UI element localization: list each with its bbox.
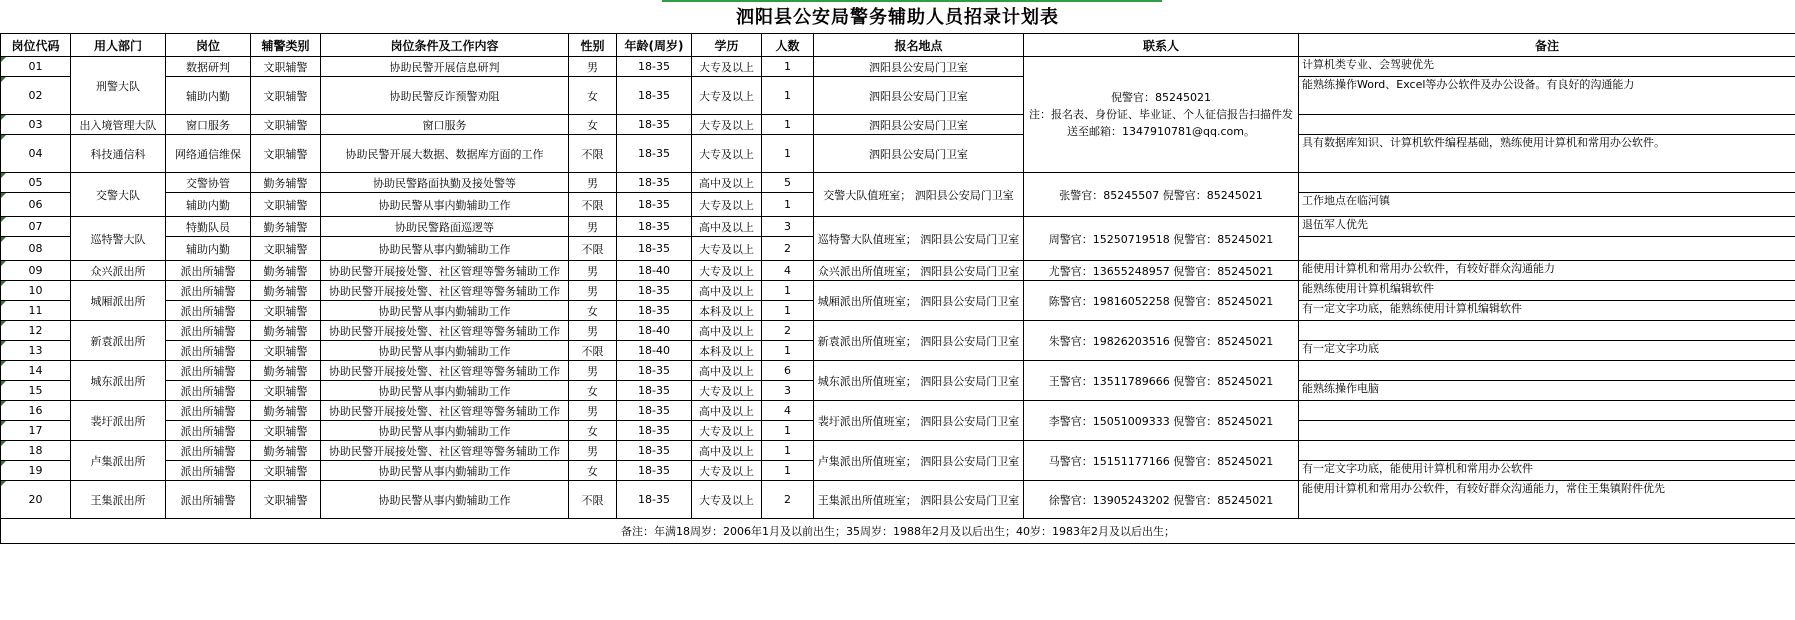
top-edge <box>0 0 1795 3</box>
category-cell[interactable]: 文职辅警 <box>251 461 321 481</box>
position-cell[interactable]: 派出所辅警 <box>166 341 251 361</box>
department-cell[interactable]: 裴圩派出所 <box>71 401 166 441</box>
contact-main-note: 注：报名表、身份证、毕业证、个人征信报告扫描件发送至邮箱：1347910781@qq.com。 <box>1029 108 1293 138</box>
age-cell[interactable]: 18-35 <box>617 481 692 519</box>
category-cell[interactable]: 文职辅警 <box>251 481 321 519</box>
position-cell[interactable]: 派出所辅警 <box>166 381 251 401</box>
education-cell[interactable]: 大专及以上 <box>692 77 762 115</box>
code-cell[interactable]: 19 <box>1 461 71 481</box>
age-cell[interactable]: 18-35 <box>617 381 692 401</box>
gender-cell[interactable]: 女 <box>569 301 617 321</box>
contact-cell[interactable]: 马警官：15151177166 倪警官：85245021 <box>1024 441 1299 481</box>
gender-cell[interactable]: 男 <box>569 441 617 461</box>
gender-cell[interactable]: 男 <box>569 217 617 237</box>
table-row <box>1 321 1795 341</box>
note-cell[interactable]: 具有数据库知识、计算机软件编程基础，熟练使用计算机和常用办公软件。 <box>1299 135 1795 173</box>
duty-cell[interactable]: 协助民警从事内勤辅助工作 <box>321 341 569 361</box>
place-cell[interactable]: 泗阳县公安局门卫室 <box>814 57 1024 77</box>
header-gender: 性别 <box>569 34 617 57</box>
education-cell[interactable]: 大专及以上 <box>692 193 762 217</box>
category-cell[interactable]: 文职辅警 <box>251 301 321 321</box>
note-cell[interactable]: 退伍军人优先 <box>1299 217 1795 237</box>
place-cell[interactable]: 城东派出所值班室； 泗阳县公安局门卫室 <box>814 361 1024 401</box>
header-count: 人数 <box>762 34 814 57</box>
duty-cell[interactable]: 协助民警从事内勤辅助工作 <box>321 481 569 519</box>
department-cell[interactable]: 城厢派出所 <box>71 281 166 321</box>
table-row <box>1 281 1795 301</box>
category-cell[interactable]: 勤务辅警 <box>251 217 321 237</box>
code-cell[interactable]: 03 <box>1 115 71 135</box>
table-row <box>1 441 1795 461</box>
count-cell[interactable]: 2 <box>762 237 814 261</box>
education-cell[interactable]: 本科及以上 <box>692 341 762 361</box>
note-cell[interactable] <box>1299 401 1795 421</box>
header-duty: 岗位条件及工作内容 <box>321 34 569 57</box>
count-cell[interactable]: 1 <box>762 441 814 461</box>
category-cell[interactable]: 文职辅警 <box>251 115 321 135</box>
position-cell[interactable]: 派出所辅警 <box>166 481 251 519</box>
count-cell[interactable]: 3 <box>762 381 814 401</box>
education-cell[interactable]: 高中及以上 <box>692 401 762 421</box>
code-cell[interactable]: 07 <box>1 217 71 237</box>
table-row <box>1 77 1795 115</box>
header-category: 辅警类别 <box>251 34 321 57</box>
contact-cell[interactable]: 周警官：15250719518 倪警官：85245021 <box>1024 217 1299 261</box>
category-cell[interactable]: 勤务辅警 <box>251 401 321 421</box>
age-cell[interactable]: 18-35 <box>617 237 692 261</box>
age-cell[interactable]: 18-35 <box>617 301 692 321</box>
position-cell[interactable]: 特勤队员 <box>166 217 251 237</box>
age-cell[interactable]: 18-35 <box>617 173 692 193</box>
position-cell[interactable]: 派出所辅警 <box>166 261 251 281</box>
code-cell[interactable]: 08 <box>1 237 71 261</box>
department-cell[interactable]: 众兴派出所 <box>71 261 166 281</box>
education-cell[interactable]: 高中及以上 <box>692 321 762 341</box>
gender-cell[interactable]: 女 <box>569 421 617 441</box>
count-cell[interactable]: 4 <box>762 261 814 281</box>
count-cell[interactable]: 1 <box>762 77 814 115</box>
duty-cell[interactable]: 协助民警开展接处警、社区管理等警务辅助工作 <box>321 261 569 281</box>
page-title: 泗阳县公安局警务辅助人员招录计划表 <box>736 7 1059 28</box>
contact-cell[interactable]: 王警官：13511789666 倪警官：85245021 <box>1024 361 1299 401</box>
category-cell[interactable]: 文职辅警 <box>251 193 321 217</box>
age-cell[interactable]: 18-35 <box>617 421 692 441</box>
department-cell[interactable]: 交警大队 <box>71 173 166 217</box>
position-cell[interactable]: 派出所辅警 <box>166 321 251 341</box>
table-row <box>1 401 1795 421</box>
code-cell[interactable]: 10 <box>1 281 71 301</box>
position-cell[interactable]: 派出所辅警 <box>166 281 251 301</box>
code-cell[interactable]: 20 <box>1 481 71 519</box>
position-cell[interactable]: 派出所辅警 <box>166 461 251 481</box>
position-cell[interactable]: 辅助内勤 <box>166 193 251 217</box>
count-cell[interactable]: 1 <box>762 421 814 441</box>
header-contact: 联系人 <box>1024 34 1299 57</box>
category-cell[interactable]: 勤务辅警 <box>251 321 321 341</box>
note-cell[interactable]: 能熟练操作电脑 <box>1299 381 1795 401</box>
duty-cell[interactable]: 协助民警从事内勤辅助工作 <box>321 301 569 321</box>
note-cell[interactable]: 能使用计算机和常用办公软件，有较好群众沟通能力，常住王集镇附件优先 <box>1299 481 1795 519</box>
education-cell[interactable]: 大专及以上 <box>692 115 762 135</box>
contact-main-phone: 倪警官：85245021 <box>1111 91 1211 104</box>
duty-cell[interactable]: 协助民警从事内勤辅助工作 <box>321 421 569 441</box>
place-cell[interactable]: 卢集派出所值班室； 泗阳县公安局门卫室 <box>814 441 1024 481</box>
recruitment-table <box>0 33 1795 544</box>
count-cell[interactable]: 1 <box>762 193 814 217</box>
code-cell[interactable]: 01 <box>1 57 71 77</box>
gender-cell[interactable]: 不限 <box>569 237 617 261</box>
contact-cell[interactable]: 陈警官：19816052258 倪警官：85245021 <box>1024 281 1299 321</box>
note-cell[interactable]: 能熟练使用计算机编辑软件 <box>1299 281 1795 301</box>
department-cell[interactable]: 巡特警大队 <box>71 217 166 261</box>
count-cell[interactable]: 3 <box>762 217 814 237</box>
header-position: 岗位 <box>166 34 251 57</box>
position-cell[interactable]: 网络通信维保 <box>166 135 251 173</box>
duty-cell[interactable]: 协助民警开展接处警、社区管理等警务辅助工作 <box>321 401 569 421</box>
education-cell[interactable]: 本科及以上 <box>692 301 762 321</box>
code-cell[interactable]: 02 <box>1 77 71 115</box>
gender-cell[interactable]: 男 <box>569 401 617 421</box>
education-cell[interactable]: 高中及以上 <box>692 281 762 301</box>
age-cell[interactable]: 18-35 <box>617 217 692 237</box>
department-cell[interactable]: 卢集派出所 <box>71 441 166 481</box>
note-cell[interactable] <box>1299 237 1795 261</box>
education-cell[interactable]: 大专及以上 <box>692 421 762 441</box>
category-cell[interactable]: 文职辅警 <box>251 237 321 261</box>
duty-cell[interactable]: 协助民警开展接处警、社区管理等警务辅助工作 <box>321 321 569 341</box>
header-note: 备注 <box>1299 34 1795 57</box>
place-cell[interactable]: 裴圩派出所值班室； 泗阳县公安局门卫室 <box>814 401 1024 441</box>
place-cell[interactable]: 交警大队值班室； 泗阳县公安局门卫室 <box>814 173 1024 217</box>
duty-cell[interactable]: 协助民警开展接处警、社区管理等警务辅助工作 <box>321 281 569 301</box>
count-cell[interactable]: 2 <box>762 481 814 519</box>
department-cell[interactable]: 王集派出所 <box>71 481 166 519</box>
duty-cell[interactable]: 协助民警路面巡逻等 <box>321 217 569 237</box>
code-cell[interactable]: 13 <box>1 341 71 361</box>
count-cell[interactable]: 1 <box>762 57 814 77</box>
code-cell[interactable]: 18 <box>1 441 71 461</box>
education-cell[interactable]: 大专及以上 <box>692 57 762 77</box>
table-row <box>1 261 1795 281</box>
table-row <box>1 57 1795 77</box>
category-cell[interactable]: 勤务辅警 <box>251 173 321 193</box>
category-cell[interactable]: 勤务辅警 <box>251 261 321 281</box>
code-cell[interactable]: 09 <box>1 261 71 281</box>
duty-cell[interactable]: 协助民警开展接处警、社区管理等警务辅助工作 <box>321 441 569 461</box>
note-cell[interactable] <box>1299 441 1795 461</box>
note-cell[interactable]: 计算机类专业、会驾驶优先 <box>1299 57 1795 77</box>
gender-cell[interactable]: 男 <box>569 173 617 193</box>
education-cell[interactable]: 高中及以上 <box>692 441 762 461</box>
age-cell[interactable]: 18-40 <box>617 261 692 281</box>
age-cell[interactable]: 18-35 <box>617 401 692 421</box>
education-cell[interactable]: 大专及以上 <box>692 261 762 281</box>
gender-cell[interactable]: 女 <box>569 461 617 481</box>
contact-cell[interactable]: 尤警官：13655248957 倪警官：85245021 <box>1024 261 1299 281</box>
table-row <box>1 173 1795 193</box>
count-cell[interactable]: 1 <box>762 115 814 135</box>
contact-cell[interactable]: 张警官：85245507 倪警官：85245021 <box>1024 173 1299 217</box>
gender-cell[interactable]: 男 <box>569 261 617 281</box>
header-department: 用人部门 <box>71 34 166 57</box>
position-cell[interactable]: 交警协管 <box>166 173 251 193</box>
note-cell[interactable]: 工作地点在临河镇 <box>1299 193 1795 217</box>
gender-cell[interactable]: 不限 <box>569 341 617 361</box>
duty-cell[interactable]: 协助民警反诈预警劝阻 <box>321 77 569 115</box>
department-cell[interactable]: 刑警大队 <box>71 57 166 115</box>
gender-cell[interactable]: 不限 <box>569 481 617 519</box>
department-cell[interactable]: 城东派出所 <box>71 361 166 401</box>
category-cell[interactable]: 文职辅警 <box>251 57 321 77</box>
duty-cell[interactable]: 窗口服务 <box>321 115 569 135</box>
place-cell[interactable]: 王集派出所值班室； 泗阳县公安局门卫室 <box>814 481 1024 519</box>
education-cell[interactable]: 大专及以上 <box>692 135 762 173</box>
position-cell[interactable]: 辅助内勤 <box>166 237 251 261</box>
count-cell[interactable]: 4 <box>762 401 814 421</box>
category-cell[interactable]: 文职辅警 <box>251 421 321 441</box>
code-cell[interactable]: 06 <box>1 193 71 217</box>
footer-row <box>1 519 1795 544</box>
education-cell[interactable]: 大专及以上 <box>692 381 762 401</box>
count-cell[interactable]: 1 <box>762 341 814 361</box>
table-row <box>1 115 1795 135</box>
note-cell[interactable]: 有一定文字功底 <box>1299 341 1795 361</box>
note-cell[interactable] <box>1299 321 1795 341</box>
gender-cell[interactable]: 不限 <box>569 193 617 217</box>
code-cell[interactable]: 17 <box>1 421 71 441</box>
cell-selection-indicator <box>662 0 1162 2</box>
position-cell[interactable]: 派出所辅警 <box>166 361 251 381</box>
age-cell[interactable]: 18-35 <box>617 461 692 481</box>
gender-cell[interactable]: 女 <box>569 381 617 401</box>
place-cell[interactable]: 泗阳县公安局门卫室 <box>814 135 1024 173</box>
footer-note[interactable]: 备注：年满18周岁：2006年1月及以前出生；35周岁：1988年2月及以后出生；40岁：1983年2月及以后出生； <box>1 519 1795 544</box>
count-cell[interactable]: 6 <box>762 361 814 381</box>
education-cell[interactable]: 大专及以上 <box>692 237 762 261</box>
code-cell[interactable]: 05 <box>1 173 71 193</box>
age-cell[interactable]: 18-40 <box>617 341 692 361</box>
education-cell[interactable]: 高中及以上 <box>692 173 762 193</box>
place-cell[interactable]: 新袁派出所值班室； 泗阳县公安局门卫室 <box>814 321 1024 361</box>
header-code: 岗位代码 <box>1 34 71 57</box>
duty-cell[interactable]: 协助民警从事内勤辅助工作 <box>321 381 569 401</box>
count-cell[interactable]: 1 <box>762 135 814 173</box>
code-cell[interactable]: 11 <box>1 301 71 321</box>
age-cell[interactable]: 18-35 <box>617 77 692 115</box>
department-cell[interactable]: 出入境管理大队 <box>71 115 166 135</box>
duty-cell[interactable]: 协助民警开展接处警、社区管理等警务辅助工作 <box>321 361 569 381</box>
table-row <box>1 217 1795 237</box>
gender-cell[interactable]: 女 <box>569 77 617 115</box>
note-cell[interactable]: 能熟练操作Word、Excel等办公软件及办公设备。有良好的沟通能力 <box>1299 77 1795 115</box>
header-age: 年龄(周岁) <box>617 34 692 57</box>
header-place: 报名地点 <box>814 34 1024 57</box>
duty-cell[interactable]: 协助民警开展大数据、数据库方面的工作 <box>321 135 569 173</box>
gender-cell[interactable]: 男 <box>569 361 617 381</box>
age-cell[interactable]: 18-35 <box>617 441 692 461</box>
position-cell[interactable]: 辅助内勤 <box>166 77 251 115</box>
age-cell[interactable]: 18-35 <box>617 135 692 173</box>
note-cell[interactable]: 有一定文字功底，能熟练使用计算机编辑软件 <box>1299 301 1795 321</box>
count-cell[interactable]: 2 <box>762 321 814 341</box>
duty-cell[interactable]: 协助民警从事内勤辅助工作 <box>321 237 569 261</box>
category-cell[interactable]: 勤务辅警 <box>251 361 321 381</box>
gender-cell[interactable]: 不限 <box>569 135 617 173</box>
note-cell[interactable]: 能使用计算机和常用办公软件，有较好群众沟通能力 <box>1299 261 1795 281</box>
code-cell[interactable]: 04 <box>1 135 71 173</box>
place-cell[interactable]: 众兴派出所值班室； 泗阳县公安局门卫室 <box>814 261 1024 281</box>
education-cell[interactable]: 大专及以上 <box>692 461 762 481</box>
education-cell[interactable]: 大专及以上 <box>692 481 762 519</box>
position-cell[interactable]: 派出所辅警 <box>166 441 251 461</box>
position-cell[interactable]: 派出所辅警 <box>166 301 251 321</box>
age-cell[interactable]: 18-35 <box>617 57 692 77</box>
department-cell[interactable]: 科技通信科 <box>71 135 166 173</box>
note-cell[interactable] <box>1299 173 1795 193</box>
gender-cell[interactable]: 男 <box>569 281 617 301</box>
gender-cell[interactable]: 女 <box>569 115 617 135</box>
contact-cell[interactable]: 李警官：15051009333 倪警官：85245021 <box>1024 401 1299 441</box>
gender-cell[interactable]: 男 <box>569 321 617 341</box>
category-cell[interactable]: 勤务辅警 <box>251 281 321 301</box>
contact-cell[interactable]: 朱警官：19826203516 倪警官：85245021 <box>1024 321 1299 361</box>
note-cell[interactable] <box>1299 115 1795 135</box>
age-cell[interactable]: 18-35 <box>617 361 692 381</box>
header-row <box>1 34 1795 57</box>
place-cell[interactable]: 泗阳县公安局门卫室 <box>814 115 1024 135</box>
age-cell[interactable]: 18-35 <box>617 115 692 135</box>
count-cell[interactable]: 5 <box>762 173 814 193</box>
contact-cell-main[interactable] <box>1024 57 1299 173</box>
place-cell[interactable]: 城厢派出所值班室； 泗阳县公安局门卫室 <box>814 281 1024 321</box>
category-cell[interactable]: 文职辅警 <box>251 341 321 361</box>
count-cell[interactable]: 1 <box>762 301 814 321</box>
age-cell[interactable]: 18-35 <box>617 193 692 217</box>
count-cell[interactable]: 1 <box>762 461 814 481</box>
code-cell[interactable]: 14 <box>1 361 71 381</box>
category-cell[interactable]: 文职辅警 <box>251 381 321 401</box>
category-cell[interactable]: 文职辅警 <box>251 135 321 173</box>
age-cell[interactable]: 18-35 <box>617 281 692 301</box>
note-cell[interactable]: 有一定文字功底，能使用计算机和常用办公软件 <box>1299 461 1795 481</box>
position-cell[interactable]: 窗口服务 <box>166 115 251 135</box>
position-cell[interactable]: 数据研判 <box>166 57 251 77</box>
note-cell[interactable] <box>1299 361 1795 381</box>
code-cell[interactable]: 16 <box>1 401 71 421</box>
table-row <box>1 481 1795 519</box>
place-cell[interactable]: 巡特警大队值班室； 泗阳县公安局门卫室 <box>814 217 1024 261</box>
count-cell[interactable]: 1 <box>762 281 814 301</box>
gender-cell[interactable]: 男 <box>569 57 617 77</box>
duty-cell[interactable]: 协助民警从事内勤辅助工作 <box>321 461 569 481</box>
contact-cell[interactable]: 徐警官：13905243202 倪警官：85245021 <box>1024 481 1299 519</box>
position-cell[interactable]: 派出所辅警 <box>166 401 251 421</box>
duty-cell[interactable]: 协助民警从事内勤辅助工作 <box>321 193 569 217</box>
note-cell[interactable] <box>1299 421 1795 441</box>
age-cell[interactable]: 18-40 <box>617 321 692 341</box>
code-cell[interactable]: 12 <box>1 321 71 341</box>
education-cell[interactable]: 高中及以上 <box>692 217 762 237</box>
position-cell[interactable]: 派出所辅警 <box>166 421 251 441</box>
department-cell[interactable]: 新袁派出所 <box>71 321 166 361</box>
code-cell[interactable]: 15 <box>1 381 71 401</box>
education-cell[interactable]: 高中及以上 <box>692 361 762 381</box>
duty-cell[interactable]: 协助民警路面执勤及接处警等 <box>321 173 569 193</box>
place-cell[interactable]: 泗阳县公安局门卫室 <box>814 77 1024 115</box>
header-education: 学历 <box>692 34 762 57</box>
duty-cell[interactable]: 协助民警开展信息研判 <box>321 57 569 77</box>
table-row <box>1 135 1795 173</box>
category-cell[interactable]: 勤务辅警 <box>251 441 321 461</box>
category-cell[interactable]: 文职辅警 <box>251 77 321 115</box>
table-row <box>1 361 1795 381</box>
